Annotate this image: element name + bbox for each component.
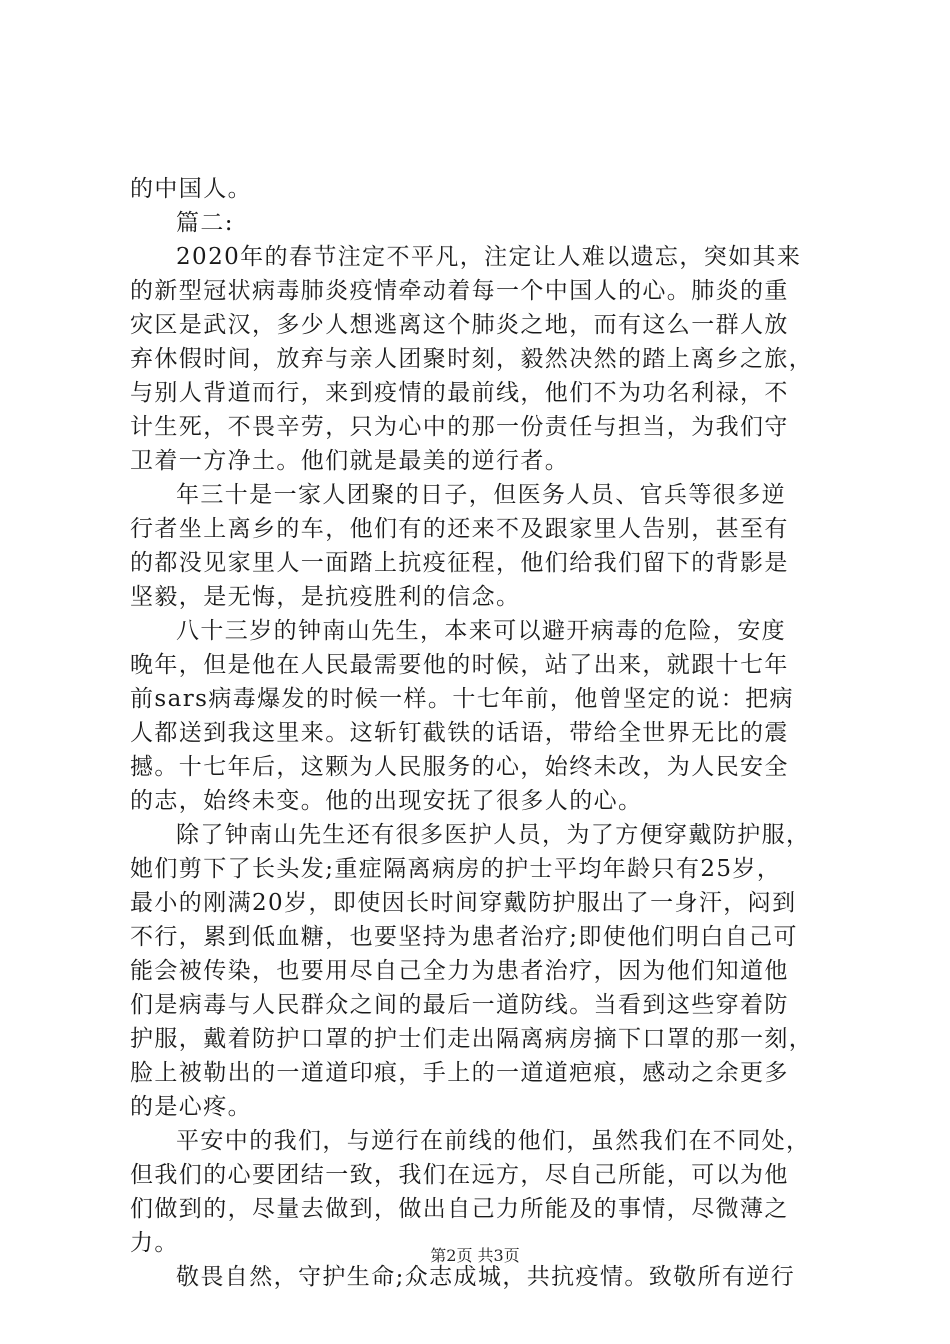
paragraph-line: 计生死，不畏辛劳，只为心中的那一份责任与担当，为我们守: [130, 414, 789, 440]
text-line: 的中国人。: [130, 176, 252, 202]
paragraph-line: 的都没见家里人一面踏上抗疫征程，他们给我们留下的背影是: [130, 550, 789, 576]
paragraph-line: 八十三岁的钟南山先生，本来可以避开病毒的危险，安度: [176, 618, 786, 644]
section-heading: 篇二:: [176, 210, 234, 236]
paragraph-line: 护服，戴着防护口罩的护士们走出隔离病房摘下口罩的那一刻，: [130, 1026, 814, 1052]
paragraph-line: 与别人背道而行，来到疫情的最前线，他们不为功名利禄，不: [130, 380, 789, 406]
paragraph-line: 人都送到我这里来。这斩钉截铁的话语，带给全世界无比的震: [130, 720, 789, 746]
paragraph-line: 年三十是一家人团聚的日子，但医务人员、官兵等很多逆: [176, 482, 786, 508]
paragraph-line: 2020年的春节注定不平凡，注定让人难以遗忘，突如其来: [176, 244, 802, 270]
page-number-footer: 第2页 共3页: [430, 1246, 520, 1265]
paragraph-line: 她们剪下了长头发;重症隔离病房的护士平均年龄只有25岁，: [130, 856, 782, 882]
body-text: [130, 172, 860, 1294]
paragraph-line: 敬畏自然，守护生命;众志成城，共抗疫情。致敬所有逆行: [176, 1264, 796, 1290]
paragraph-line: 坚毅，是无悔，是抗疫胜利的信念。: [130, 584, 521, 610]
paragraph-line: 前sars病毒爆发的时候一样。十七年前，他曾坚定的说：把病: [130, 686, 794, 712]
paragraph-line: 的是心疼。: [130, 1094, 252, 1120]
paragraph-line: 卫着一方净土。他们就是最美的逆行者。: [130, 448, 570, 474]
paragraph-line: 晚年，但是他在人民最需要他的时候，站了出来，就跟十七年: [130, 652, 789, 678]
paragraph-line: 平安中的我们，与逆行在前线的他们，虽然我们在不同处，: [176, 1128, 811, 1154]
paragraph-line: 撼。十七年后，这颗为人民服务的心，始终未改，为人民安全: [130, 754, 789, 780]
paragraph-line: 但我们的心要团结一致，我们在远方，尽自己所能，可以为他: [130, 1162, 789, 1188]
paragraph-line: 弃休假时间，放弃与亲人团聚时刻，毅然决然的踏上离乡之旅，: [130, 346, 814, 372]
paragraph-line: 的志，始终未变。他的出现安抚了很多人的心。: [130, 788, 643, 814]
paragraph-line: 行者坐上离乡的车，他们有的还来不及跟家里人告别，甚至有: [130, 516, 789, 542]
paragraph-line: 能会被传染，也要用尽自己全力为患者治疗，因为他们知道他: [130, 958, 789, 984]
paragraph-line: 灾区是武汉，多少人想逃离这个肺炎之地，而有这么一群人放: [130, 312, 789, 338]
paragraph-line: 的新型冠状病毒肺炎疫情牵动着每一个中国人的心。肺炎的重: [130, 278, 789, 304]
paragraph-line: 除了钟南山先生还有很多医护人员，为了方便穿戴防护服，: [176, 822, 811, 848]
paragraph-line: 最小的刚满20岁，即使因长时间穿戴防护服出了一身汗，闷到: [130, 890, 797, 916]
paragraph-line: 不行，累到低血糖，也要坚持为患者治疗;即使他们明白自己可: [130, 924, 798, 950]
paragraph-line: 力。: [130, 1230, 179, 1256]
paragraph-line: 脸上被勒出的一道道印痕，手上的一道道疤痕，感动之余更多: [130, 1060, 789, 1086]
paragraph-line: 们是病毒与人民群众之间的最后一道防线。当看到这些穿着防: [130, 992, 789, 1018]
paragraph-line: 们做到的，尽量去做到，做出自己力所能及的事情，尽微薄之: [130, 1196, 789, 1222]
